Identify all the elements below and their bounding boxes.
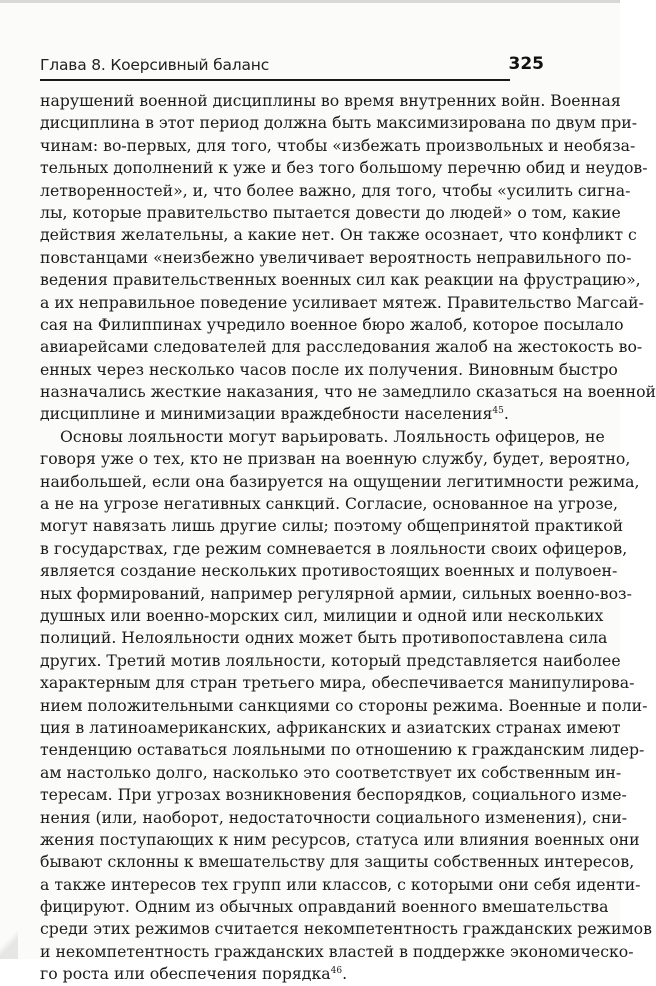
body-text xyxy=(40,90,656,986)
chapter-title: Глава 8. Коерсивный баланс xyxy=(40,56,270,74)
paragraph-2 xyxy=(40,426,652,986)
text-line-content: го роста или обеспечения порядка xyxy=(40,964,331,984)
text-line: в государствах, где режим сомневается в лояльности своих офицеров, xyxy=(40,538,628,558)
text-line: повстанцами «неизбежно увеличивает вероятность неправильного по- xyxy=(40,247,632,267)
text-line: бывают склонны к вмешательству для защиты собственных интересов, xyxy=(40,852,635,872)
header-rule xyxy=(40,79,510,81)
text-line: нием положительными санкциями со стороны режима. Военные и поли- xyxy=(40,695,648,715)
text-line: фицируют. Одним из обычных оправданий военного вмешательства xyxy=(40,897,609,917)
text-line: могут навязать лишь другие силы; поэтому общепринятой практикой xyxy=(40,516,624,536)
text-line: нения (или, наоборот, недостаточности социального изменения), сни- xyxy=(40,807,628,827)
text-line: тенденцию оставаться лояльными по отношению к гражданским лидер- xyxy=(40,740,645,760)
footnote-ref: 45 xyxy=(492,406,504,417)
text-line: нарушений военной дисциплины во время внутренних войн. Военная xyxy=(40,91,621,110)
text-line: и некомпетентность гражданских властей в поддержке экономическо- xyxy=(40,941,634,961)
text-line: полиций. Нелояльности одних может быть противопоставлена сила xyxy=(40,628,608,648)
text-line: лы, которые правительство пытается довести до людей» о том, какие xyxy=(40,202,621,222)
text-line: дисциплина в этот период должна быть максимизирована по двум при- xyxy=(40,113,638,133)
top-edge-rule xyxy=(0,0,620,3)
page-corner-shadow xyxy=(0,927,18,959)
text-line: других. Третий мотив лояльности, который представляется наиболее xyxy=(40,650,621,670)
text-line: сая на Филиппинах учредило военное бюро жалоб, которое посылало xyxy=(40,314,624,334)
text-line: Основы лояльности могут варьировать. Лояльность офицеров, не xyxy=(60,426,605,446)
page-number: 325 xyxy=(508,54,544,74)
text-line: ведения правительственных военных сил как реакции на фрустрацию», xyxy=(40,270,641,290)
paragraph-1 xyxy=(40,90,656,426)
text-line: является создание нескольких противостоящих военных и полувоен- xyxy=(40,561,618,581)
text-line: авиарейсами следователей для расследования жалоб на жестокость во- xyxy=(40,337,643,357)
text-line: действия желательны, а какие нет. Он также осознает, что конфликт с xyxy=(40,225,637,245)
text-line: тельных дополнений к уже и без того большому перечню обид и неудов- xyxy=(40,158,648,178)
text-line: тересам. При угрозах возникновения беспорядков, социального изме- xyxy=(40,785,627,805)
text-line-last: го роста или обеспечения порядка$^{46}$. xyxy=(40,964,348,984)
text-line: ция в латиноамериканских, африканских и азиатских странах имеют xyxy=(40,717,621,737)
text-line: характерным для стран третьего мира, обеспечивается манипулирова- xyxy=(40,673,635,693)
text-line: ам настолько долго, насколько это соответствует их собственным ин- xyxy=(40,762,622,782)
text-line: летворенностей», и, что более важно, для того, чтобы «усилить сигна- xyxy=(40,180,631,200)
text-line: говоря уже о тех, кто не призван на военную службу, будет, вероятно, xyxy=(40,449,631,469)
text-line: а не на угрозе негативных санкций. Согласие, основанное на угрозе, xyxy=(40,494,619,514)
text-line: а их неправильное поведение усиливает мятеж. Правительство Магсай- xyxy=(40,292,644,312)
text-line: назначались жесткие наказания, что не замедлило сказаться на военной xyxy=(40,382,656,402)
text-line: а также интересов тех групп или классов, с которыми они себя иденти- xyxy=(40,874,641,894)
text-line: ных формирований, например регулярной армии, сильных военно-воз- xyxy=(40,583,632,603)
running-head xyxy=(40,52,544,78)
text-line: чинам: во-первых, для того, чтобы «избежать произвольных и необяза- xyxy=(40,135,636,155)
text-line-last: дисциплине и минимизации враждебности населения$^{45}$. xyxy=(40,404,509,424)
text-line: енных через несколько часов после их получения. Виновным быстро xyxy=(40,359,618,379)
footnote-ref: 46 xyxy=(330,966,343,977)
text-line: среди этих режимов считается некомпетентность гражданских режимов xyxy=(40,919,652,939)
text-line: наибольшей, если она базируется на ощущении легитимности режима, xyxy=(40,471,640,491)
text-line: душных или военно-морских сил, милиции и одной или нескольких xyxy=(40,605,604,625)
text-line: жения поступающих к ним ресурсов, статуса или влияния военных они xyxy=(40,829,640,849)
text-line-content: дисциплине и минимизации враждебности населения xyxy=(40,404,493,424)
